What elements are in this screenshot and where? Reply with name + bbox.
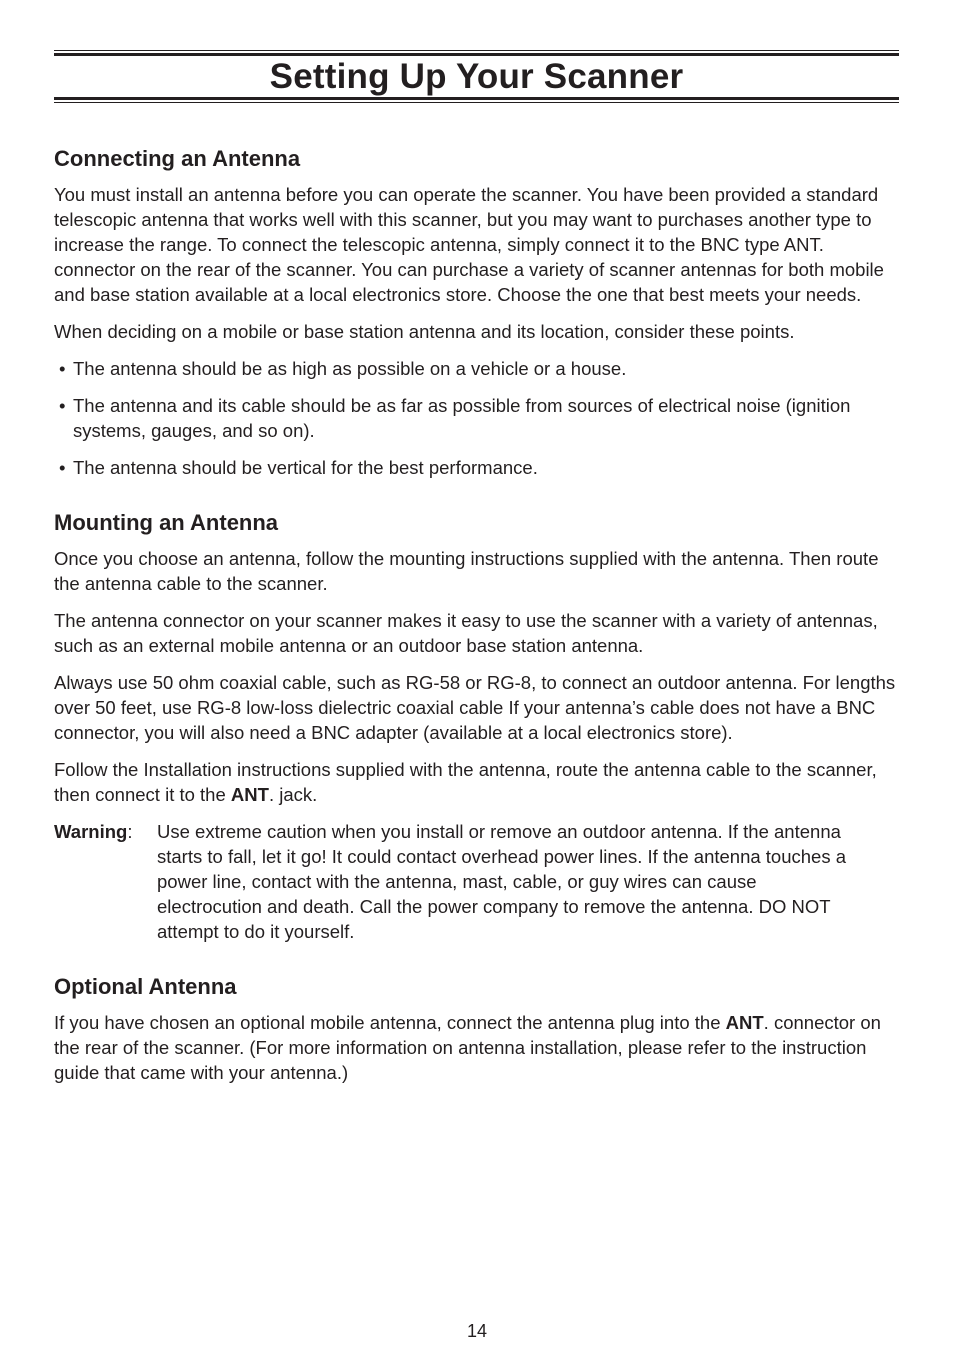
paragraph: You must install an antenna before you can operate the scanner. You have been provided a standard telescopic antenna that works well with this scanner, but you may want to purchases another type to increase the range. To connect the telescopic antenna, simply connect it to the BNC type ANT. connector on the rear of the scanner. You can purchase a variety of scanner antennas for both mobile and base station available at a local electronics store. Choose the one that best meets your needs.: [54, 184, 884, 305]
title-rule-top-thin: [54, 50, 899, 51]
section-optional-antenna: [54, 970, 899, 1085]
page-number: 14: [466, 1321, 488, 1341]
paragraph: Always use 50 ohm coaxial cable, such as RG-58 or RG-8, to connect an outdoor antenna. For lengths over 50 feet, use RG-8 low-loss dielectric coaxial cable If your antenna’s cable does not have a BNC connector, you will also need a BNC adapter (available at a local electronics store).: [54, 672, 896, 743]
section-mounting-antenna: [54, 506, 899, 944]
bullet-item: [54, 393, 899, 443]
section-heading-connecting: Connecting an Antenna: [54, 146, 301, 171]
title-block: [54, 50, 899, 104]
bullet-icon: •: [59, 358, 66, 379]
section-heading-optional: Optional Antenna: [54, 974, 237, 999]
warning-text: Use extreme caution when you install or remove an outdoor antenna. If the antenna starts to fall, let it go! It could contact overhead power lines. If the antenna touches a power line, contact with the antenna, mast, cable, or guy wires can cause electrocution and death. Call the power company to remove the antenna. DO NOT attempt to do it yourself.: [157, 821, 847, 942]
paragraph: Once you choose an antenna, follow the mounting instructions supplied with the antenna. Then route the antenna cable to the scanner.: [54, 548, 879, 594]
paragraph-text: If you have chosen an optional mobile antenna, connect the antenna plug into the: [54, 1012, 726, 1033]
bullet-item: [54, 455, 899, 480]
warning-label: Warning:: [54, 821, 133, 842]
warning-note: [54, 819, 899, 944]
bullet-icon: •: [59, 457, 66, 478]
paragraph-text: . jack.: [268, 784, 318, 805]
paragraph: When deciding on a mobile or base station antenna and its location, consider these points.: [54, 321, 795, 342]
page-title: Setting Up Your Scanner: [269, 57, 684, 96]
bullet-text: The antenna should be as high as possible on a vehicle or a house.: [73, 358, 627, 379]
paragraph: [54, 1010, 899, 1085]
title-rule-bottom-thin: [54, 102, 899, 103]
paragraph-text: Follow the Installation instructions supplied with the antenna, route the antenna cable to the scanner, then connect it to the: [54, 759, 877, 805]
page-content: [54, 142, 899, 1085]
paragraph: [54, 757, 899, 807]
title-rule-bottom-thick: [54, 97, 899, 100]
ant-jack-label: ANT: [230, 784, 269, 805]
bullet-text: The antenna should be vertical for the best performance.: [73, 457, 538, 478]
paragraph-text: . connector on the rear of the scanner. (For more information on antenna installation, please refer to the instruction guide that came with your antenna.): [54, 1012, 881, 1083]
paragraph: The antenna connector on your scanner makes it easy to use the scanner with a variety of antennas, such as an external mobile antenna or an outdoor base station antenna.: [54, 610, 878, 656]
section-connecting-antenna: [54, 142, 899, 480]
bullet-icon: •: [59, 395, 66, 416]
bullet-item: [54, 356, 899, 381]
ant-connector-label: ANT: [725, 1012, 764, 1033]
section-heading-mounting: Mounting an Antenna: [54, 510, 279, 535]
bullet-text: The antenna and its cable should be as far as possible from sources of electrical noise (ignition systems, gauges, and so on).: [73, 395, 851, 441]
